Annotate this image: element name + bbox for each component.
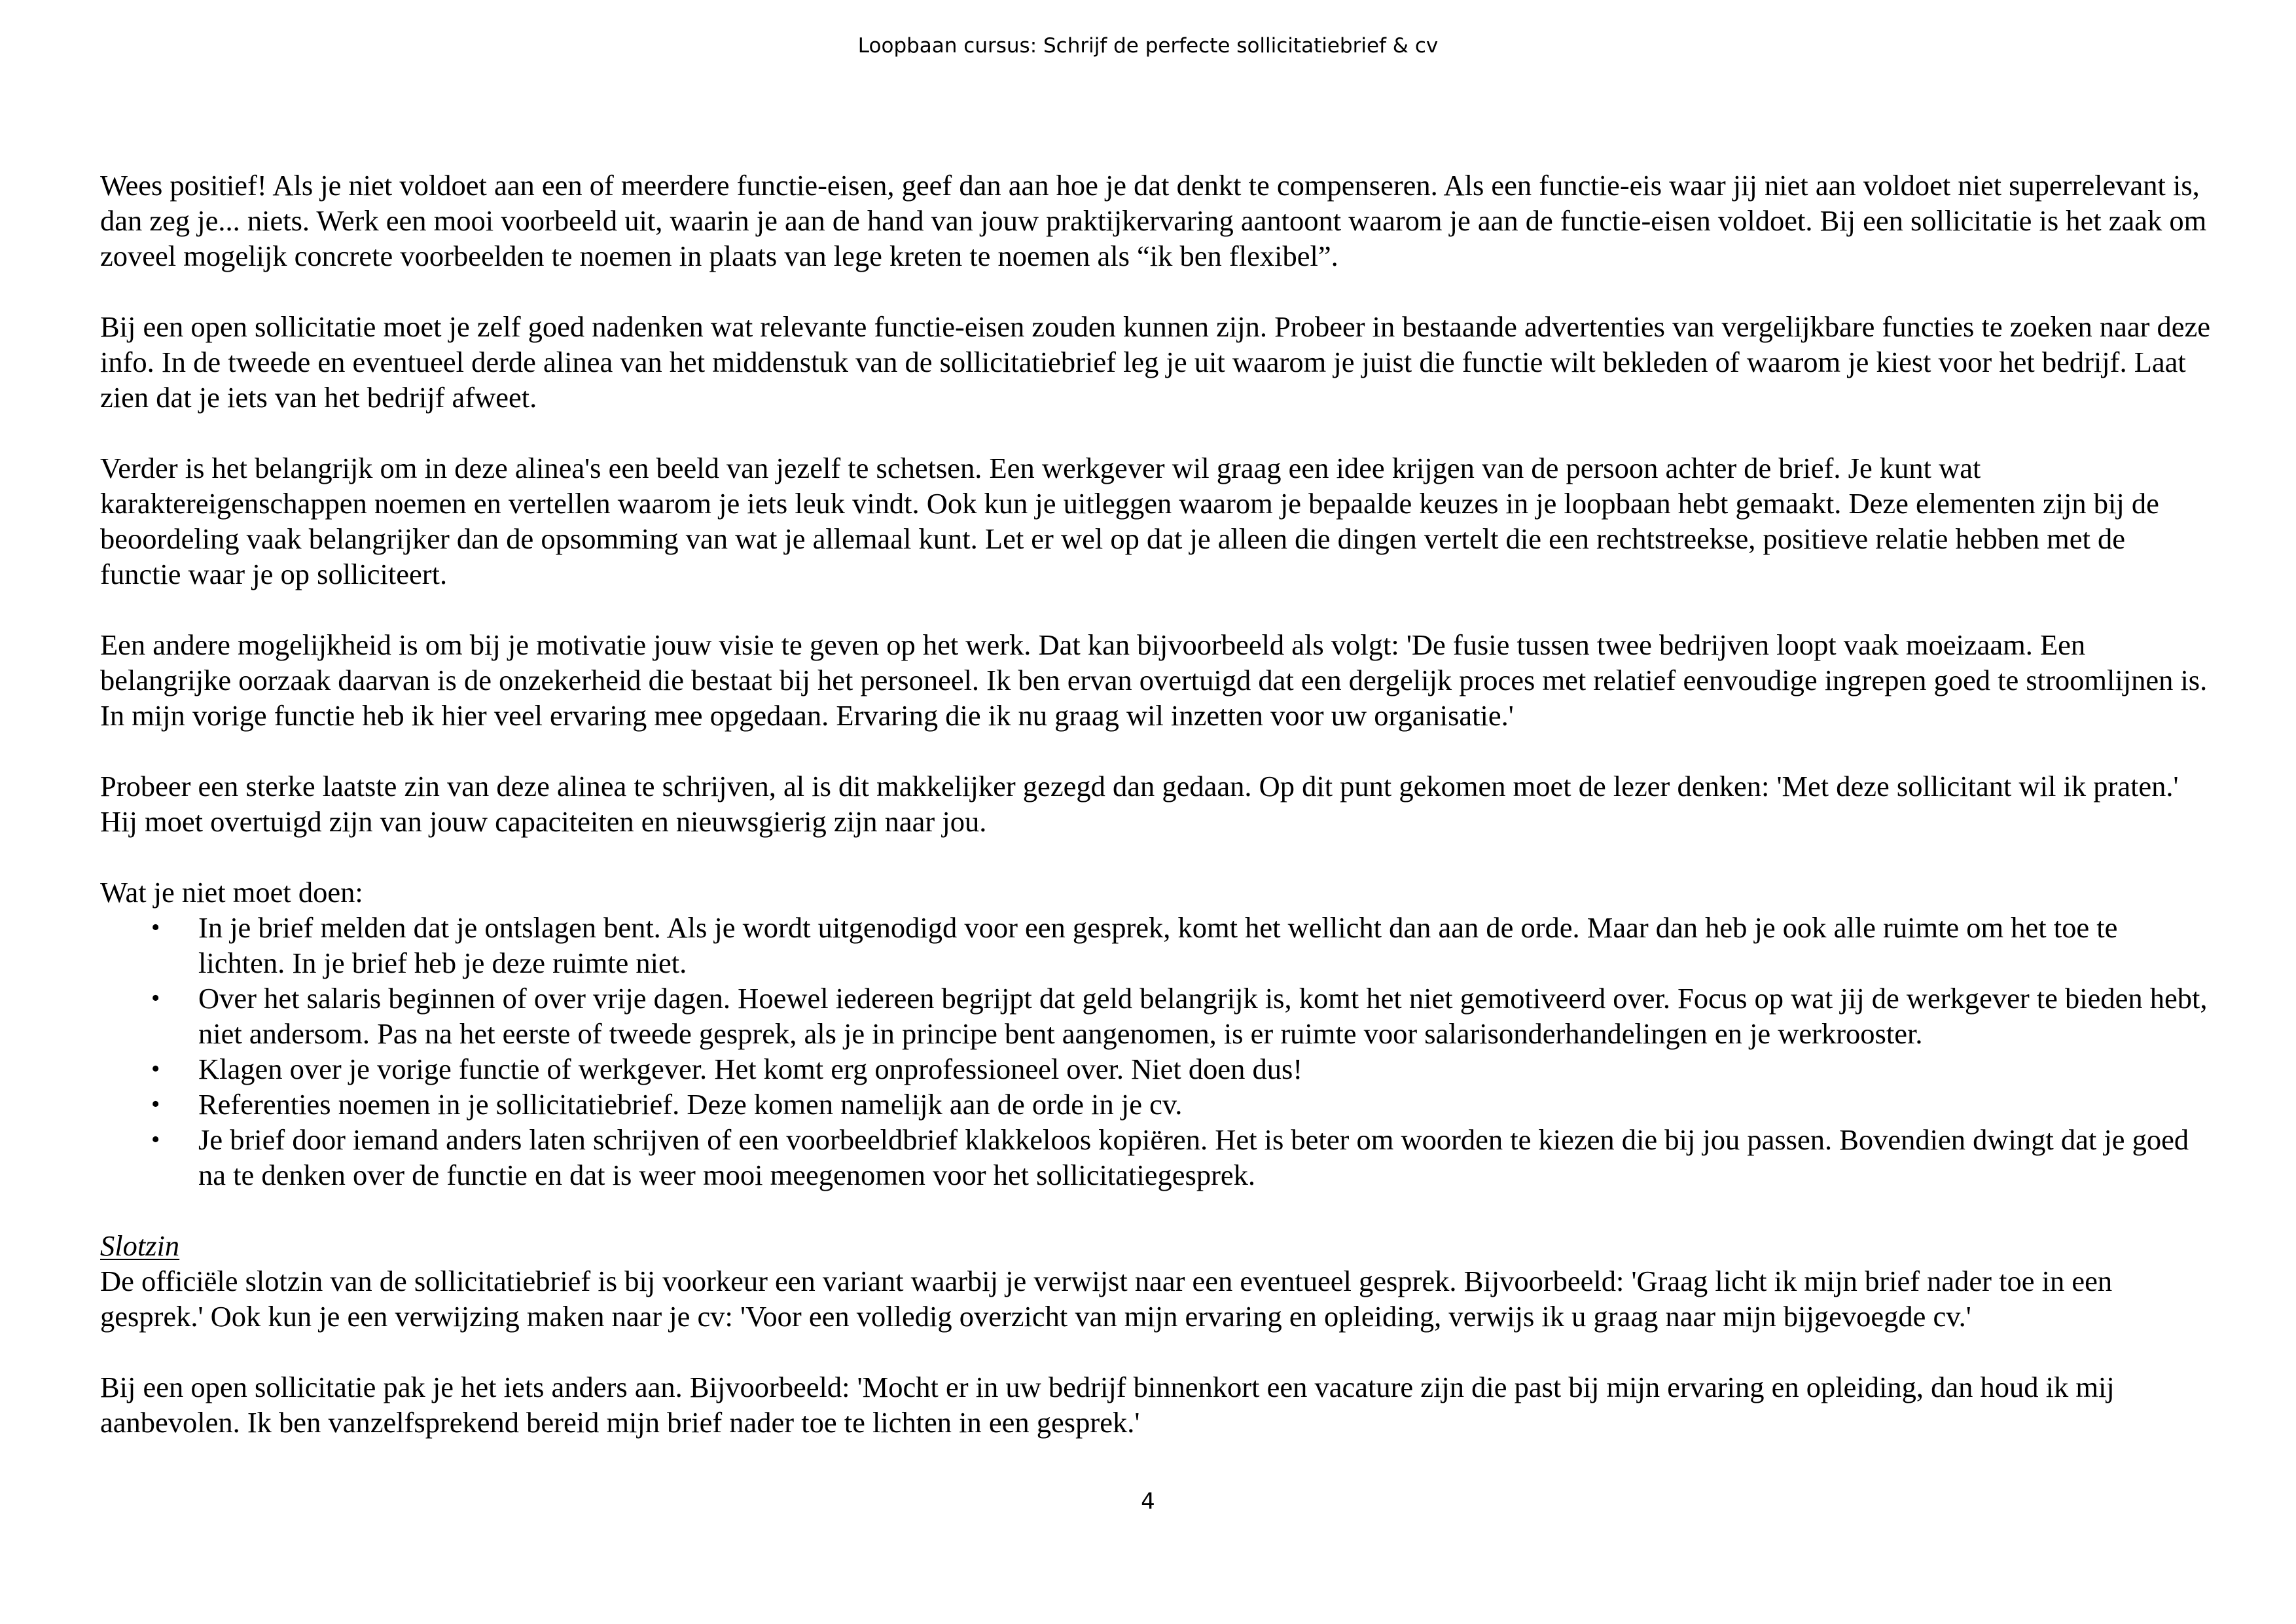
paragraph: Bij een open sollicitatie pak je het iets anders aan. Bijvoorbeeld: 'Mocht er in uw bedrijf binnenkort een vacature zijn die past bij mijn ervaring en opleiding, dan houd ik mij aanbevolen. Ik ben vanzelfsprekend bereid mijn brief nader toe te lichten in een gesprek.' — [100, 1371, 2115, 1439]
list-item-text: Klagen over je vorige functie of werkgever. Het komt erg onprofessioneel over. Niet doen dus! — [198, 1053, 1303, 1085]
paragraph: Bij een open sollicitatie moet je zelf goed nadenken wat relevante functie-eisen zouden kunnen zijn. Probeer in bestaande advertenties van vergelijkbare functies te zoeken naar deze info. In de tweede en eventueel derde alinea van het middenstuk van de sollicitatiebrief leg je uit waarom je juist die functie wilt bekleden of waarom je kiest voor het bedrijf. Laat zien dat je iets van het bedrijf afweet. — [100, 310, 2211, 414]
paragraph: Wees positief! Als je niet voldoet aan een of meerdere functie-eisen, geef dan aan hoe je dat denkt te compenseren. Als een functie-eis waar jij niet aan voldoet niet superrelevant is, dan zeg je... niets. Werk een mooi voorbeeld uit, waarin je aan de hand van jouw praktijkervaring aantoont waarom je aan de functie-eisen voldoet. Bij een sollicitatie is het zaak om zoveel mogelijk concrete voorbeelden te noemen in plaats van lege kreten te noemen als “ik ben flexibel”. — [100, 169, 2207, 272]
paragraph: Verder is het belangrijk om in deze alinea's een beeld van jezelf te schetsen. Een werkgever wil graag een idee krijgen van de persoon achter de brief. Je kunt wat karaktereigenschappen noemen en vertellen waarom je iets leuk vindt. Ook kun je uitleggen waarom je bepaalde keuzes in je loopbaan hebt gemaakt. Deze elementen zijn bij de beoordeling vaak belangrijker dan de opsomming van wat je allemaal kunt. Let er wel op dat je alleen die dingen vertelt die een rechtstreekse, positieve relatie hebben met de functie waar je op solliciteert. — [100, 452, 2159, 590]
list-item — [100, 910, 2211, 981]
bullet-list — [100, 910, 2211, 1193]
page-number: 4 — [1141, 1489, 1155, 1515]
list-item-text: Referenties noemen in je sollicitatiebrief. Deze komen namelijk aan de orde in je cv. — [198, 1088, 1183, 1121]
bullet-icon: • — [151, 1055, 160, 1083]
list-item — [100, 1122, 2211, 1193]
document-body — [100, 168, 2211, 1475]
section-heading — [100, 1228, 2211, 1263]
paragraph: De officiële slotzin van de sollicitatiebrief is bij voorkeur een variant waarbij je verwijst naar een eventueel gesprek. Bijvoorbeeld: 'Graag licht ik mijn brief nader toe in een gesprek.' Ook kun je een verwijzing maken naar je cv: 'Voor een volledig overzicht van mijn ervaring en opleiding, verwijs ik u graag naar mijn bijgevoegde cv.' — [100, 1265, 2113, 1333]
list-item — [100, 1051, 2211, 1087]
bullet-icon: • — [151, 914, 160, 941]
page-header: Loopbaan cursus: Schrijf de perfecte sollicitatiebrief & cv — [857, 34, 1439, 58]
bullet-icon: • — [151, 984, 160, 1012]
list-item — [100, 1087, 2211, 1122]
list-item-text: Je brief door iemand anders laten schrijven of een voorbeeldbrief klakkeloos kopiëren. Het is beter om woorden te kiezen die bij jou passen. Bovendien dwingt dat je goed na te denken over de functie en dat is weer mooi meegenomen voor het sollicitatiegesprek. — [198, 1123, 2189, 1191]
bullet-icon: • — [151, 1126, 160, 1153]
list-item — [100, 981, 2211, 1051]
paragraph: Probeer een sterke laatste zin van deze alinea te schrijven, al is dit makkelijker gezegd dan gedaan. Op dit punt gekomen moet de lezer denken: 'Met deze sollicitant wil ik praten.' Hij moet overtuigd zijn van jouw capaciteiten en nieuwsgierig zijn naar jou. — [100, 770, 2179, 838]
list-item-text: Over het salaris beginnen of over vrije dagen. Hoewel iedereen begrijpt dat geld belangrijk is, komt het niet gemotiveerd over. Focus op wat jij de werkgever te bieden hebt, niet andersom. Pas na het eerste of tweede gesprek, als je in principe bent aangenomen, is er ruimte voor salarisonderhandelingen en je werkrooster. — [198, 982, 2208, 1050]
list-item-text: In je brief melden dat je ontslagen bent. Als je wordt uitgenodigd voor een gesprek, komt het wellicht dan aan de orde. Maar dan heb je ook alle ruimte om het toe te lichten. In je brief heb je deze ruimte niet. — [198, 911, 2118, 979]
list-intro: Wat je niet moet doen: — [100, 876, 363, 909]
paragraph: Een andere mogelijkheid is om bij je motivatie jouw visie te geven op het werk. Dat kan bijvoorbeeld als volgt: 'De fusie tussen twee bedrijven loopt vaak moeizaam. Een belangrijke oorzaak daarvan is de onzekerheid die bestaat bij het personeel. Ik ben ervan overtuigd dat een dergelijk proces met relatief eenvoudige ingrepen goed te stroomlijnen is. In mijn vorige functie heb ik hier veel ervaring mee opgedaan. Ervaring die ik nu graag wil inzetten voor uw organisatie.' — [100, 628, 2208, 732]
bullet-icon: • — [151, 1091, 160, 1118]
slotzin-heading: Slotzin — [100, 1229, 180, 1262]
